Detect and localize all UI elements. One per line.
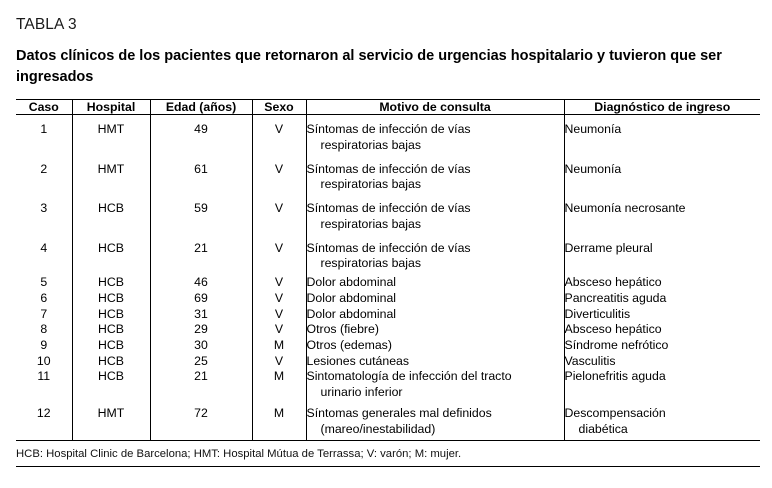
cell-sexo: M (252, 401, 306, 441)
cell-diagnostico: Pielonefritis aguda (564, 369, 666, 384)
cell-sexo: V (252, 322, 306, 338)
cell-edad: 46 (150, 275, 252, 291)
cell-diagnostico (564, 157, 760, 196)
table-row (16, 196, 760, 235)
cell-diagnostico (564, 236, 760, 275)
cell-sexo: V (252, 236, 306, 275)
cell-caso: 4 (16, 236, 72, 275)
motivo-line-2: (mareo/inestabilidad) (320, 421, 436, 436)
cell-hospital: HCB (72, 291, 150, 307)
motivo-line-1: Síntomas de infección de vías (306, 240, 471, 255)
motivo-line-2: respiratorias bajas (320, 216, 421, 231)
cell-motivo: Otros (edemas) (306, 338, 564, 354)
motivo-line-1: Sintomatología de infección del tracto (306, 369, 512, 384)
table-row (16, 115, 760, 157)
cell-caso: 8 (16, 322, 72, 338)
cell-sexo: V (252, 157, 306, 196)
diagnostico-line-1: Derrame pleural (564, 240, 653, 255)
table-row (16, 236, 760, 275)
cell-caso: 10 (16, 354, 72, 370)
cell-caso: 12 (16, 401, 72, 441)
motivo-line-2: respiratorias bajas (320, 177, 421, 192)
column-header-edad: Edad (años) (150, 100, 252, 115)
cell-caso: 9 (16, 338, 72, 354)
column-header-diagnostico: Diagnóstico de ingreso (564, 100, 760, 115)
clinical-data-table (16, 99, 760, 441)
cell-edad: 25 (150, 354, 252, 370)
motivo-line-1: Síntomas de infección de vías (306, 161, 471, 176)
cell-hospital: HCB (72, 354, 150, 370)
cell-caso: 11 (16, 369, 72, 400)
cell-caso: 1 (16, 115, 72, 157)
cell-sexo: V (252, 196, 306, 235)
diagnostico-line-1: Neumonía necrosante (564, 201, 686, 216)
cell-hospital: HCB (72, 322, 150, 338)
table-row (16, 307, 760, 323)
cell-diagnostico: Pancreatitis aguda (564, 290, 667, 305)
cell-diagnostico: Absceso hepático (564, 275, 662, 290)
table-row (16, 291, 760, 307)
table-row (16, 157, 760, 196)
cell-diagnostico: Absceso hepático (564, 322, 662, 337)
cell-sexo: V (252, 307, 306, 323)
cell-sexo: V (252, 115, 306, 157)
cell-hospital: HCB (72, 196, 150, 235)
cell-caso: 5 (16, 275, 72, 291)
cell-diagnostico: Síndrome nefrótico (564, 337, 669, 352)
diagnostico-line-1: Neumonía (564, 161, 622, 176)
cell-edad: 31 (150, 307, 252, 323)
cell-caso: 3 (16, 196, 72, 235)
cell-edad: 21 (150, 236, 252, 275)
cell-edad: 21 (150, 369, 252, 400)
motivo-line-1: Síntomas de infección de vías (306, 122, 471, 137)
column-header-caso: Caso (16, 100, 72, 115)
cell-hospital: HCB (72, 307, 150, 323)
cell-motivo (306, 401, 564, 441)
cell-diagnostico: Vasculitis (564, 353, 616, 368)
cell-hospital: HCB (72, 369, 150, 400)
motivo-line-2: respiratorias bajas (320, 256, 421, 271)
cell-sexo: V (252, 275, 306, 291)
cell-sexo: V (252, 291, 306, 307)
cell-motivo: Dolor abdominal (306, 291, 564, 307)
cell-motivo: Dolor abdominal (306, 307, 564, 323)
cell-motivo: Dolor abdominal (306, 275, 564, 291)
cell-edad: 59 (150, 196, 252, 235)
page-title: Datos clínicos de los pacientes que retornaron al servicio de urgencias hospitalario y tuvieron que ser ingresados (16, 48, 722, 85)
cell-motivo: Lesiones cutáneas (306, 354, 564, 370)
cell-motivo (306, 115, 564, 157)
cell-caso: 7 (16, 307, 72, 323)
cell-diagnostico (564, 401, 760, 441)
cell-sexo: V (252, 354, 306, 370)
bottom-divider (16, 466, 760, 467)
cell-diagnostico (564, 115, 760, 157)
table-row (16, 322, 760, 338)
column-header-motivo: Motivo de consulta (306, 100, 564, 115)
table-row (16, 338, 760, 354)
table-header (16, 100, 760, 115)
cell-edad: 69 (150, 291, 252, 307)
table-row (16, 275, 760, 291)
cell-diagnostico (564, 196, 760, 235)
cell-hospital: HCB (72, 236, 150, 275)
cell-sexo: M (252, 338, 306, 354)
diagnostico-line-1: Descompensación (564, 405, 666, 420)
cell-sexo: M (252, 369, 306, 400)
cell-motivo (306, 369, 564, 400)
cell-edad: 61 (150, 157, 252, 196)
motivo-line-2: respiratorias bajas (320, 137, 421, 152)
cell-caso: 2 (16, 157, 72, 196)
table-row (16, 369, 760, 400)
table-row (16, 401, 760, 441)
cell-edad: 72 (150, 401, 252, 441)
diagnostico-line-1: Neumonía (564, 122, 622, 137)
cell-hospital: HCB (72, 275, 150, 291)
table-body (16, 115, 760, 441)
diagnostico-line-2: diabética (578, 421, 628, 436)
cell-hospital: HMT (72, 401, 150, 441)
motivo-line-1: Síntomas generales mal definidos (306, 405, 492, 420)
table-label: TABLA 3 (16, 16, 77, 33)
table-footnote: HCB: Hospital Clinic de Barcelona; HMT: Hospital Mútua de Terrassa; V: varón; M: mujer. (16, 448, 462, 461)
column-header-sexo: Sexo (252, 100, 306, 115)
table-row (16, 354, 760, 370)
motivo-line-2: urinario inferior (320, 385, 403, 400)
cell-diagnostico: Diverticulitis (564, 306, 631, 321)
cell-edad: 29 (150, 322, 252, 338)
cell-motivo: Otros (fiebre) (306, 322, 564, 338)
cell-motivo (306, 236, 564, 275)
cell-hospital: HMT (72, 157, 150, 196)
motivo-line-1: Síntomas de infección de vías (306, 201, 471, 216)
cell-hospital: HMT (72, 115, 150, 157)
cell-caso: 6 (16, 291, 72, 307)
cell-hospital: HCB (72, 338, 150, 354)
cell-motivo (306, 157, 564, 196)
cell-edad: 30 (150, 338, 252, 354)
cell-motivo (306, 196, 564, 235)
cell-edad: 49 (150, 115, 252, 157)
column-header-hospital: Hospital (72, 100, 150, 115)
